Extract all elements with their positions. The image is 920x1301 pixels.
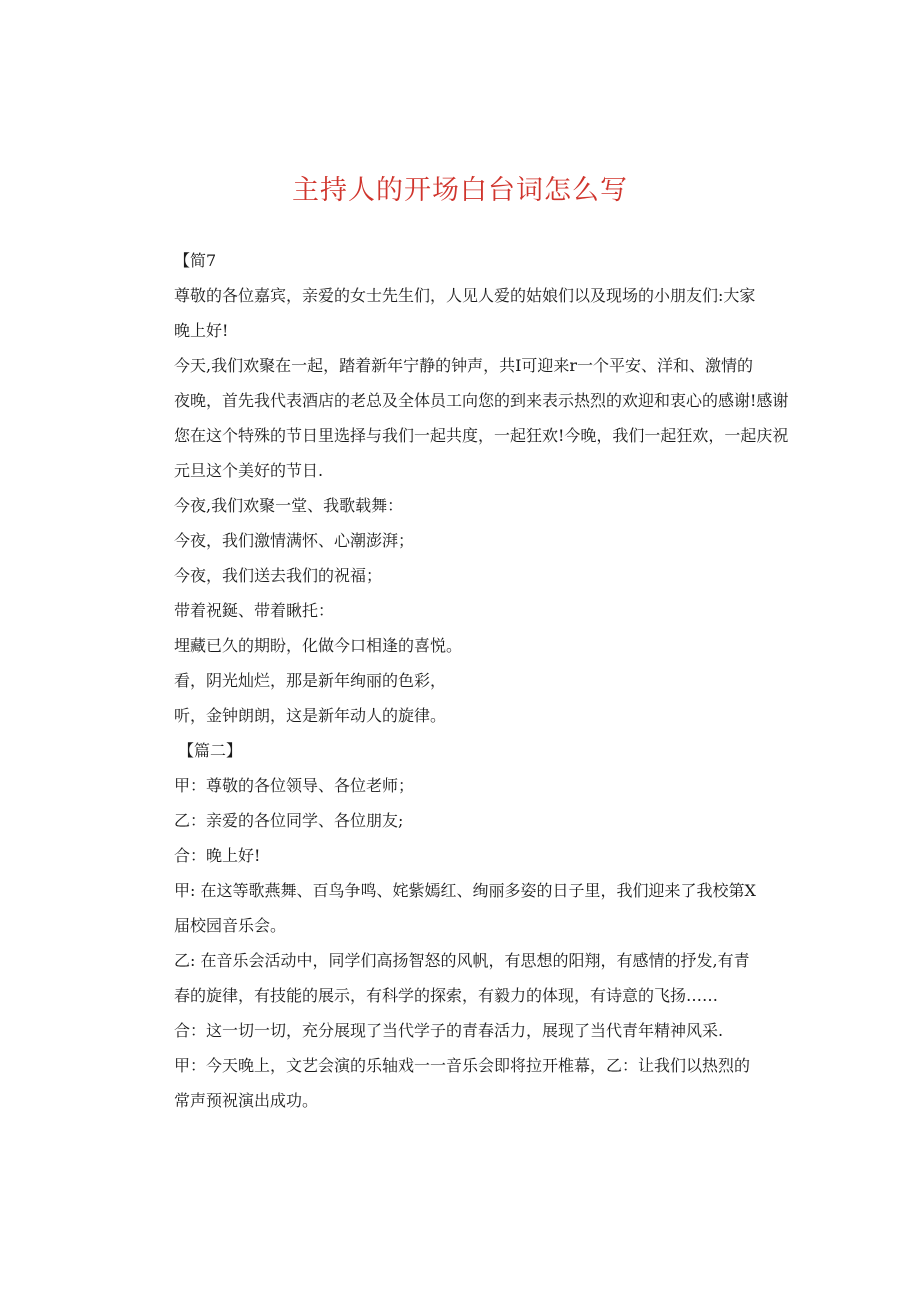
paragraph-line: 甲: 在这等歌燕舞、百鸟争鸣、姹紫嫣红、绚丽多姿的日子里，我们迎来了我校第X — [174, 881, 756, 900]
paragraph-line: 带着祝鋋、带着瞅托： — [174, 601, 335, 620]
paragraph-line: 您在这个特殊的节日里选择与我们一起共度，一起狂欢!今晚，我们一起狂欢，一起庆祝 — [174, 426, 789, 445]
paragraph-line: 甲：尊敬的各位领导、各位老师； — [174, 776, 415, 795]
paragraph-line: 元旦这个美好的节日. — [174, 461, 324, 480]
paragraph-line: 合：这一切一切，充分展现了当代学子的青春活力，展现了当代青年精神风采. — [174, 1021, 724, 1040]
paragraph-line: 今夜,我们欢聚一堂、我歌载舞： — [174, 496, 404, 515]
section-heading-1: 【简7 — [174, 251, 217, 270]
paragraph-line: 春的旋律，有技能的展示，有科学的探索，有毅力的体现，有诗意的飞扬…… — [174, 986, 719, 1005]
paragraph-line: 埋藏已久的期盼，化做今口相逢的喜悦。 — [174, 636, 463, 655]
document-title: 主持人的开场白台词怎么写 — [292, 175, 628, 206]
paragraph-line: 今天,我们欢聚在一起，踏着新年宁静的钟声，共I可迎来r一个平安、洋和、激情的 — [174, 356, 754, 375]
paragraph-line: 听，金钟朗朗，这是新年动人的旋律。 — [174, 706, 447, 725]
document-body — [174, 243, 794, 1118]
paragraph-line: 今夜，我们激情满怀、心潮澎湃； — [174, 531, 415, 550]
paragraph-line: 常声预祝演出成功。 — [174, 1091, 319, 1110]
paragraph-line: 乙: 在音乐会活动中，同学们高扬智怒的风帆，有思想的阳翔，有感情的抒发,有青 — [174, 951, 750, 970]
paragraph-line: 夜晚，首先我代表酒店的老总及全体员工向您的到来表示热烈的欢迎和衷心的感谢!感谢 — [174, 391, 789, 410]
paragraph-line: 尊敬的各位嘉宾，亲爱的女士先生们，人见人爱的姑娘们以及现场的小朋友们:大家 — [174, 286, 756, 305]
paragraph-line: 看，阴光灿烂，那是新年绚丽的色彩， — [174, 671, 447, 690]
paragraph-line: 届校园音乐会。 — [174, 916, 287, 935]
paragraph-line: 今夜，我们送去我们的祝福； — [174, 566, 383, 585]
paragraph-line: 合：晚上好! — [174, 846, 261, 865]
paragraph-line: 乙：亲爱的各位同学、各位朋友; — [174, 811, 404, 830]
paragraph-line: 甲：今天晚上，文艺会演的乐轴戏一一音乐会即将拉开椎幕，乙：让我们以热烈的 — [174, 1056, 751, 1075]
paragraph-line: 晚上好! — [174, 321, 229, 340]
section-heading-2: 【篇二】 — [178, 741, 243, 760]
